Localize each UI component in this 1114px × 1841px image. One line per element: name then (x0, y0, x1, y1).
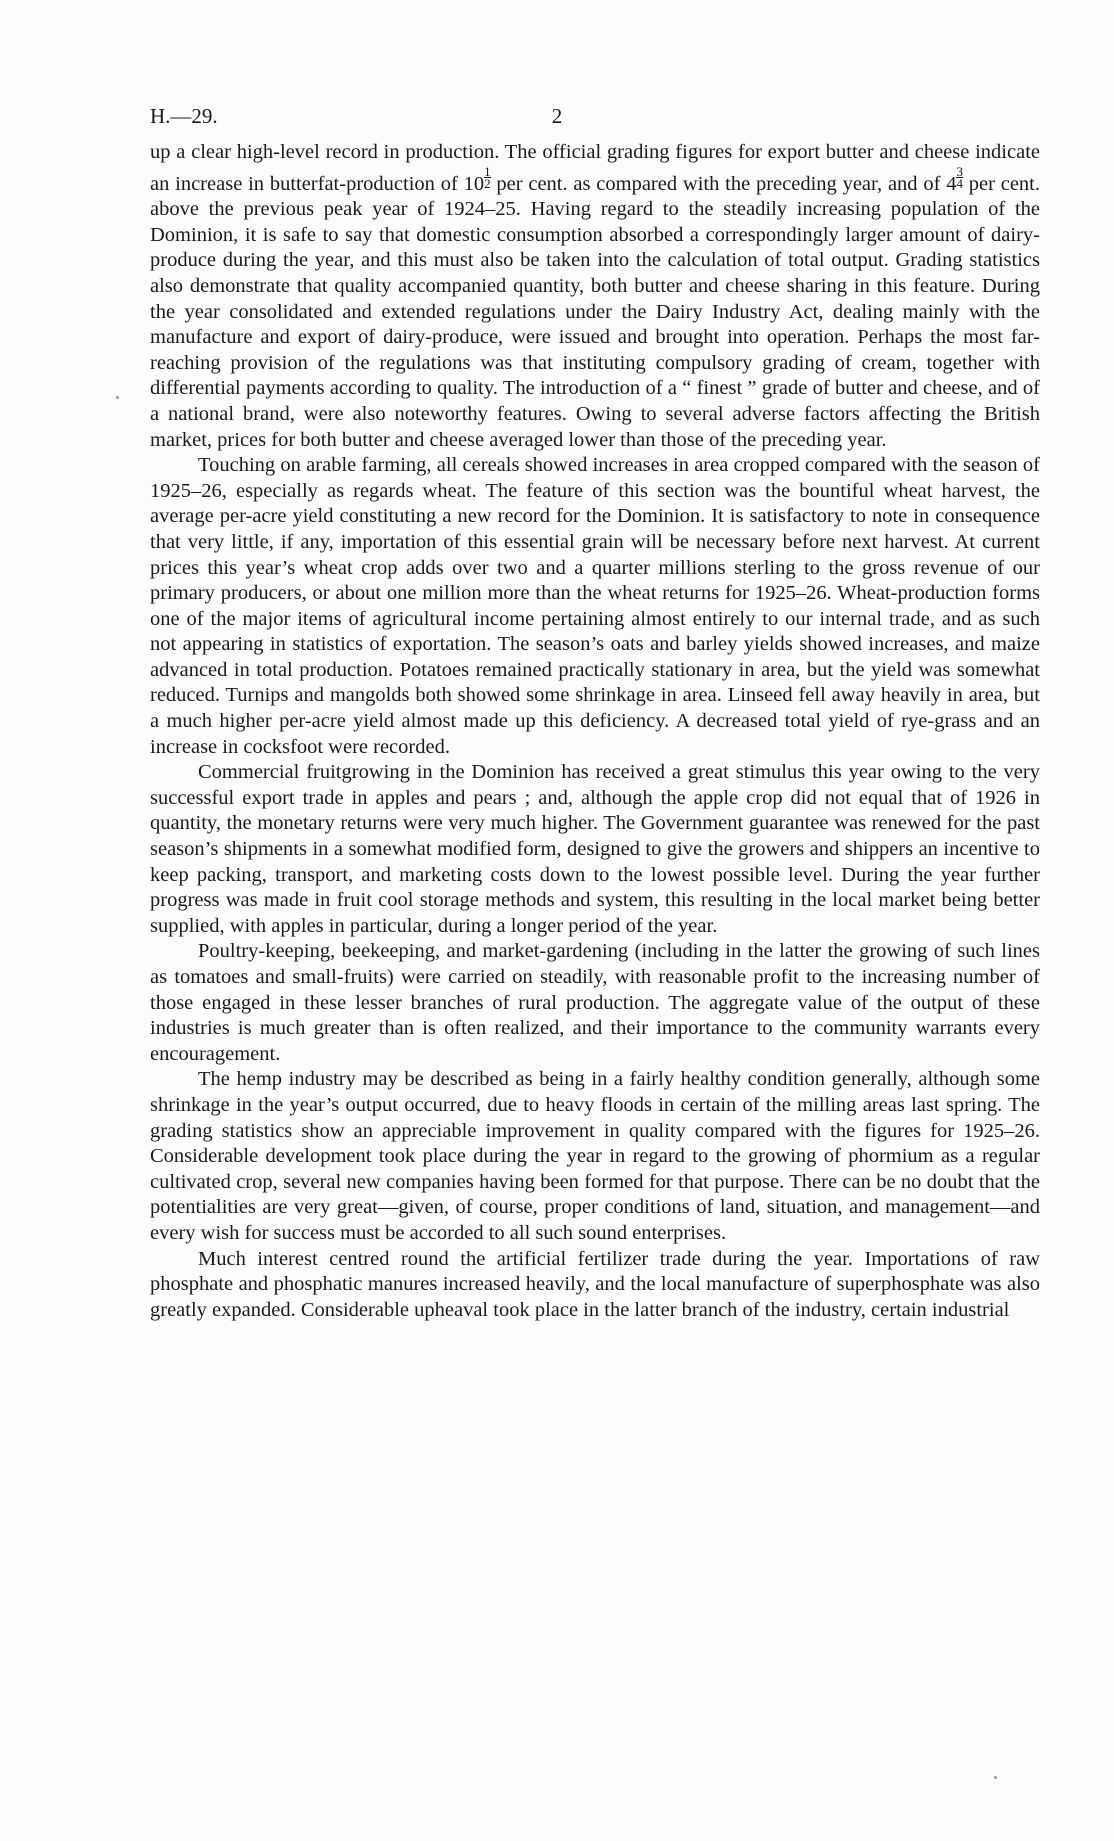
body-text (150, 140, 1040, 1323)
text-run: per cent. as compared with the preceding year, and of 4 (490, 172, 957, 195)
scan-speck (994, 1776, 997, 1779)
scan-speck (116, 396, 119, 399)
fraction-numerator: 1 (484, 163, 491, 179)
paragraph-fruitgrowing: Commercial fruitgrowing in the Dominion has received a great stimulus this year owing to the very successful export trade in apples and pears ; and, although the apple crop did not equal that of 1926 in quantity, the monetary returns were very much higher. The Government guarantee was renewed for the past season’s shipments in a somewhat modified form, designed to give the growers and shippers an incentive to keep packing, transport, and marketing costs down to the lowest possible level. During the year further progress was made in fruit cool storage methods and system, this resulting in the local market being better supplied, with apples in particular, during a longer period of the year. (150, 761, 1040, 937)
paragraph-fertilizer-trade: Much interest centred round the artificial fertilizer trade during the year. Importations of raw phosphate and phosphatic manures increased heavily, and the local manufacture of superphosphate was also greatly expanded. Considerable upheaval took place in the latter branch of the industry, certain industrial (150, 1247, 1040, 1321)
document-code: H.—29. (150, 104, 218, 128)
paragraph-poultry-beekeeping: Poultry-keeping, beekeeping, and market-gardening (including in the latter the growing of such lines as tomatoes and small-fruits) were carried on steadily, with reasonable profit to the increasing number of those engaged in these lesser branches of rural production. The aggregate value of the output of these industries is much greater than is often realized, and their importance to the community warrants every encouragement. (150, 940, 1040, 1065)
page-number: 2 (551, 104, 563, 128)
paragraph-hemp-industry: The hemp industry may be described as being in a fairly healthy condition generally, although some shrinkage in the year’s output occurred, due to heavy floods in certain of the milling areas last spring. The grading statistics show an appreciable improvement in quality compared with the figures for 1925–26. Considerable development took place during the year in regard to the growing of phormium as a regular cultivated crop, several new companies having been formed for that purpose. There can be no doubt that the potentialities are very great—given, of course, proper conditions of land, situation, and management—and every wish for success must be accorded to all such sound enterprises. (150, 1068, 1040, 1244)
text-run: up a clear high-level record in production. The official grading figures for export butter and cheese indicate an increase in butterfat-production of 10 (150, 141, 1040, 195)
fraction-numerator: 3 (956, 163, 963, 179)
fraction-denominator: 4 (956, 175, 963, 191)
paragraph-arable-farming: Touching on arable farming, all cereals showed increases in area cropped compared with the season of 1925–26, especially as regards wheat. The feature of this section was the bountiful wheat harvest, the average per-acre yield constituting a new record for the Dominion. It is satisfactory to note in consequence that very little, if any, importation of this essential grain will be necessary before next harvest. At current prices this year’s wheat crop adds over two and a quarter millions sterling to the gross revenue of our primary producers, or about one million more than the wheat returns for 1925–26. Wheat-production forms one of the major items of agricultural income pertaining almost entirely to our internal trade, and as such not appearing in statistics of exportation. The season’s oats and barley yields showed increases, and maize advanced in total production. Potatoes remained practically stationary in area, but the yield was somewhat reduced. Turnips and mangolds both showed some shrinkage in area. Linseed fell away heavily in area, but a much higher per-acre yield almost made up this deficiency. A decreased total yield of rye-grass and an increase in cocksfoot were recorded. (150, 454, 1040, 758)
page-header (150, 104, 964, 134)
text-run: per cent. above the previous peak year of 1924–25. Having regard to the steadily increasing population of the Dominion, it is safe to say that domestic consumption absorbed a correspondingly larger amount of dairy-produce during the year, and this must also be taken into the calculation of total output. Grading statistics also demonstrate that quality accompanied quantity, both butter and cheese sharing in this feature. During the year consolidated and extended regulations under the Dairy Industry Act, dealing mainly with the manufacture and export of dairy-produce, were issued and brought into operation. Perhaps the most far-reaching provision of the regulations was that instituting compulsory grading of cream, together with differential payments according to quality. The introduction of a “ finest ” grade of butter and cheese, and of a national brand, were also noteworthy features. Owing to several adverse factors affecting the British market, prices for both butter and cheese averaged lower than those of the preceding year. (150, 172, 1040, 451)
paragraph-dairy (150, 140, 1040, 453)
fraction-denominator: 2 (484, 175, 491, 191)
